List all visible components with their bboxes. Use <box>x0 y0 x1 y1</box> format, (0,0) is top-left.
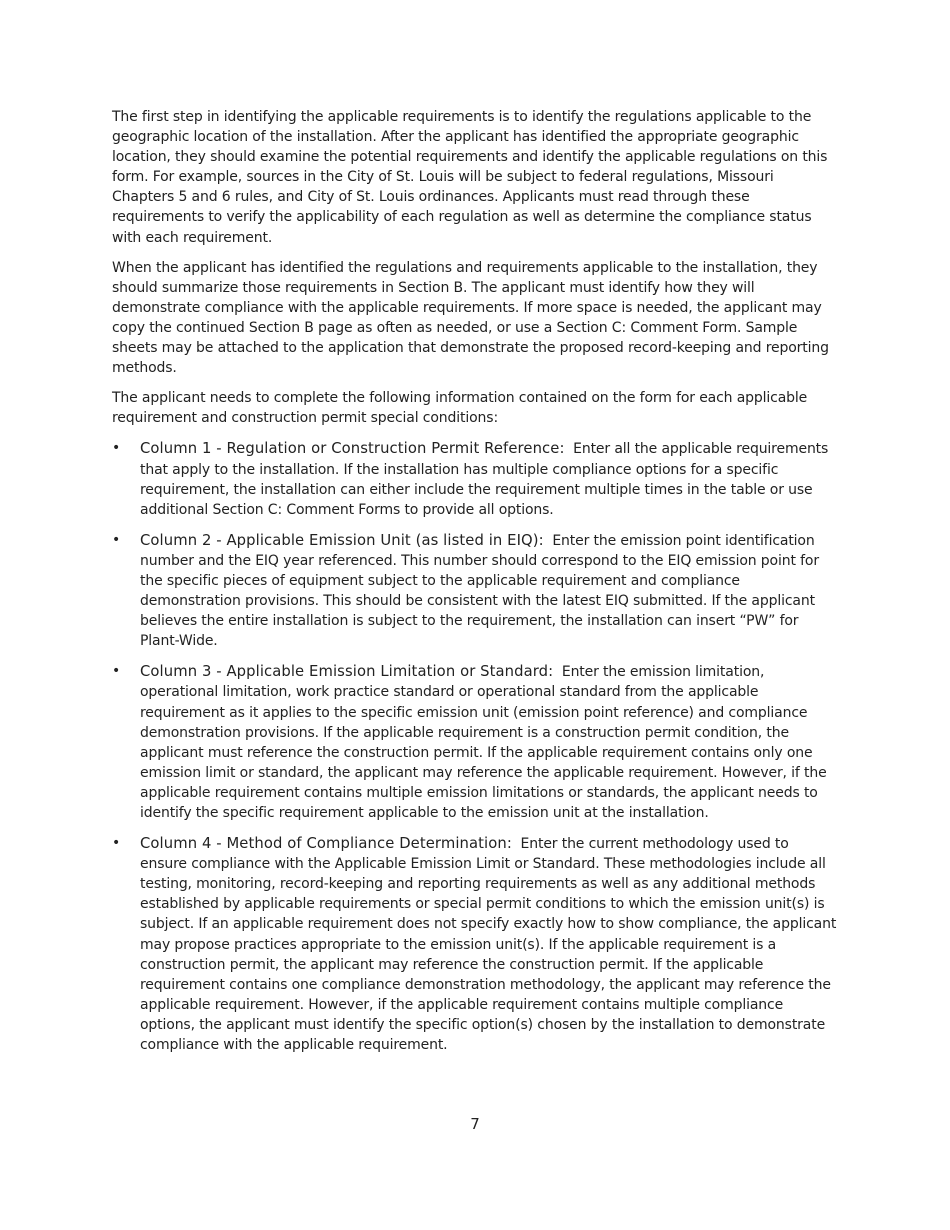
bullet-icon: • <box>112 663 121 680</box>
list-item-column-2 <box>112 530 840 652</box>
list-item-column-1 <box>112 438 840 519</box>
intro-paragraph-1: The first step in identifying the applicable requirements is to identify the regulations applicable to the geographic location of the installation. After the applicant has identified the appropriate geographic location, they should examine the potential requirements and identify the applicable regulations on this form. For example, sources in the City of St. Louis will be subject to federal regulations, Missouri Chapters 5 and 6 rules, and City of St. Louis ordinances. Applicants must read through these requirements to verify the applicability of each regulation as well as determine the compliance status with each requirement. <box>112 108 828 246</box>
list-item-column-4 <box>112 833 840 1055</box>
list-item-body: Enter all the applicable requirements that apply to the installation. If the installation has multiple compliance options for a specific requirement, the installation can either include the requirement multiple times in the table or use additional Section C: Comment Forms to provide all options. <box>140 440 829 518</box>
bullet-icon: • <box>112 440 121 457</box>
list-item-body: Enter the emission limitation, operational limitation, work practice standard or operational standard from the applicable requirement as it applies to the specific emission unit (emission point reference) and compliance demonstration provisions. If the applicable requirement is a construction permit condition, the applicant must reference the construction permit. If the applicable requirement contains only one emission limit or standard, the applicant may reference the applicable requirement. However, if the applicable requirement contains multiple emission limitations or standards, the applicant needs to identify the specific requirement applicable to the emission unit at the installation. <box>140 663 827 821</box>
list-item-column-3 <box>112 661 840 823</box>
list-item-heading: Column 3 - Applicable Emission Limitation or Standard: <box>140 662 554 681</box>
page-number: 7 <box>470 1115 480 1133</box>
bullet-icon: • <box>112 531 121 548</box>
list-item-heading: Column 4 - Method of Compliance Determination: <box>140 834 512 853</box>
list-item-text <box>140 438 838 519</box>
intro-paragraph-3: The applicant needs to complete the following information contained on the form for each applicable requirement and construction permit special conditions: <box>112 389 808 427</box>
column-instructions-list <box>112 438 840 1055</box>
list-item-text <box>140 833 838 1055</box>
list-item-body: Enter the current methodology used to ensure compliance with the Applicable Emission Limit or Standard. These methodologies include all testing, monitoring, record-keeping and reporting requirements as well as any additional methods established by applicable requirements or special permit conditions to which the emission unit(s) is subject. If an applicable requirement does not specify exactly how to show compliance, the applicant may propose practices appropriate to the emission unit(s). If the applicable requirement is a construction permit, the applicant may reference the construction permit. If the applicable requirement contains one compliance demonstration methodology, the applicant may reference the applicable requirement. However, if the applicable requirement contains multiple compliance options, the applicant must identify the specific option(s) chosen by the installation to demonstrate compliance with the applicable requirement. <box>140 835 837 1054</box>
intro-paragraph-2: When the applicant has identified the regulations and requirements applicable to the installation, they should summarize those requirements in Section B. The applicant must identify how they will demonstrate compliance with the applicable requirements. If more space is needed, the applicant may copy the continued Section B page as often as needed, or use a Section C: Comment Form. Sample sheets may be attached to the application that demonstrate the proposed record-keeping and reporting methods. <box>112 258 829 377</box>
list-item-text <box>140 661 838 823</box>
list-item-heading: Column 1 - Regulation or Construction Permit Reference: <box>140 439 565 458</box>
bullet-icon: • <box>112 835 121 852</box>
list-item-text <box>140 530 838 652</box>
document-body <box>112 107 840 1065</box>
list-item-heading: Column 2 - Applicable Emission Unit (as listed in EIQ): <box>140 530 544 549</box>
list-item-body: Enter the emission point identification number and the EIQ year referenced. This number should correspond to the EIQ emission point for the specific pieces of equipment subject to the applicable requirement and compliance demonstration provisions. This should be consistent with the latest EIQ submitted. If the applicant believes the entire installation is subject to the requirement, the installation can insert “PW” for Plant-Wide. <box>140 531 819 650</box>
